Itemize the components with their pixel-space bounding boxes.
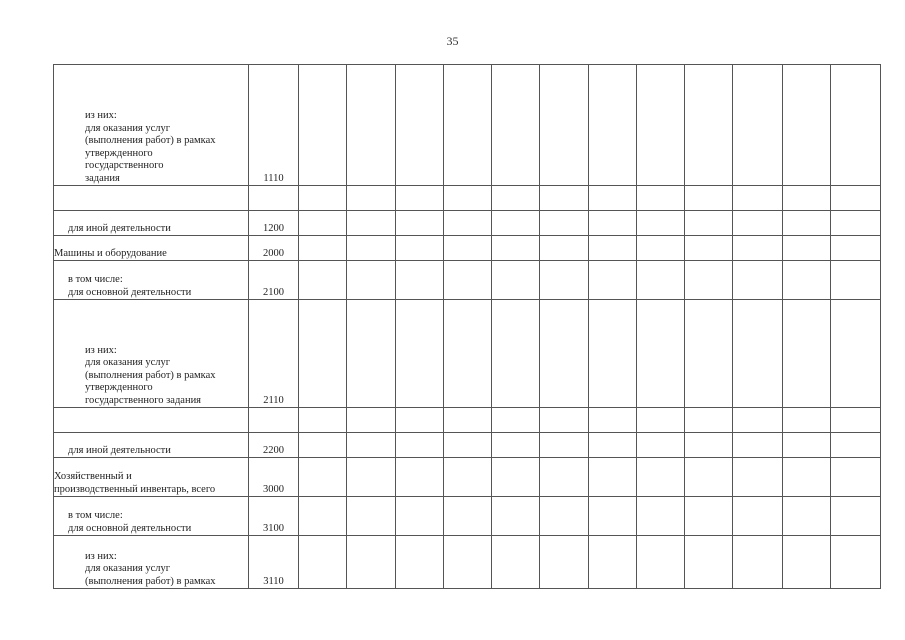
value-cell [492,458,540,497]
value-cell [783,458,831,497]
row-label [54,186,249,211]
value-cell [347,300,396,408]
value-cell [444,300,492,408]
value-cell [540,261,589,300]
value-cell [783,186,831,211]
row-label-line: (выполнения работ) в рамках [85,135,216,146]
value-cell [347,211,396,236]
value-cell [685,458,733,497]
value-cell [589,211,637,236]
value-cell [444,186,492,211]
row-code [249,408,299,433]
value-cell [444,497,492,536]
row-label [54,300,249,408]
row-code: 2000 [249,236,299,261]
value-cell [492,536,540,589]
value-cell [396,300,444,408]
row-label-line: для основной деятельности [68,286,192,298]
value-cell [492,408,540,433]
value-cell [444,536,492,589]
value-cell [492,300,540,408]
value-cell [396,433,444,458]
value-cell [396,458,444,497]
value-cell [492,433,540,458]
row-label-line: в том числе: [68,510,123,521]
value-cell [831,433,881,458]
row-label-line: для основной деятельности [68,522,192,534]
value-cell [299,536,347,589]
value-cell [444,236,492,261]
value-cell [347,261,396,300]
value-cell [444,261,492,300]
value-cell [589,300,637,408]
row-label-line: производственный инвентарь, всего [54,483,216,495]
row-label-line: Хозяйственный и [54,471,132,482]
row-label-line: для иной деятельности [68,222,171,234]
row-label-line: государственного [85,160,164,171]
value-cell [444,65,492,186]
value-cell [347,433,396,458]
value-cell [733,211,783,236]
value-cell [589,458,637,497]
value-cell [831,236,881,261]
value-cell [299,261,347,300]
value-cell [444,408,492,433]
row-label-line: в том числе: [68,274,123,285]
value-cell [444,433,492,458]
value-cell [444,211,492,236]
value-cell [396,186,444,211]
value-cell [783,408,831,433]
value-cell [396,408,444,433]
value-cell [299,497,347,536]
value-cell [492,261,540,300]
row-code: 1200 [249,211,299,236]
table-row [54,408,881,433]
row-label-line: задания [85,172,120,184]
value-cell [831,65,881,186]
row-label-line: из них: [85,550,117,562]
value-cell [637,186,685,211]
table-row [54,433,881,458]
row-label [54,261,249,300]
value-cell [299,186,347,211]
value-cell [540,300,589,408]
row-label [54,458,249,497]
row-code: 3000 [249,458,299,497]
value-cell [685,408,733,433]
row-code [249,186,299,211]
value-cell [685,536,733,589]
value-cell [685,211,733,236]
value-cell [783,536,831,589]
value-cell [783,497,831,536]
value-cell [492,211,540,236]
value-cell [831,300,881,408]
value-cell [589,408,637,433]
table-row [54,497,881,536]
value-cell [783,433,831,458]
value-cell [733,261,783,300]
table-row [54,236,881,261]
value-cell [540,186,589,211]
value-cell [733,186,783,211]
value-cell [540,408,589,433]
value-cell [299,300,347,408]
value-cell [396,497,444,536]
value-cell [831,211,881,236]
row-label-line: из них: [85,344,117,356]
row-label-line: утвержденного [85,147,153,159]
value-cell [685,65,733,186]
row-label-line: Машины и оборудование [54,247,167,259]
value-cell [733,300,783,408]
value-cell [299,433,347,458]
value-cell [347,458,396,497]
value-cell [685,186,733,211]
value-cell [299,408,347,433]
value-cell [733,236,783,261]
value-cell [492,236,540,261]
value-cell [733,433,783,458]
row-label-line: для оказания услуг [85,563,171,574]
row-label-line: государственного задания [85,394,202,406]
value-cell [783,236,831,261]
row-label-line: (выполнения работ) в рамках [85,575,216,587]
value-cell [299,458,347,497]
value-cell [831,408,881,433]
row-code: 1110 [249,65,299,186]
value-cell [347,536,396,589]
value-cell [637,408,685,433]
value-cell [589,236,637,261]
row-code: 3110 [249,536,299,589]
value-cell [347,186,396,211]
row-label-line: (выполнения работ) в рамках [85,369,216,381]
value-cell [831,497,881,536]
table-row [54,300,881,408]
value-cell [685,261,733,300]
value-cell [637,236,685,261]
row-code: 2100 [249,261,299,300]
value-cell [831,186,881,211]
value-cell [637,211,685,236]
value-cell [589,261,637,300]
value-cell [396,236,444,261]
value-cell [347,408,396,433]
page-number: 35 [446,34,459,48]
table-row [54,536,881,589]
value-cell [492,65,540,186]
row-label [54,236,249,261]
value-cell [347,497,396,536]
row-label [54,65,249,186]
asset-table [53,64,881,589]
value-cell [589,536,637,589]
row-label-line: для иной деятельности [68,444,171,456]
value-cell [540,433,589,458]
value-cell [733,65,783,186]
value-cell [540,65,589,186]
value-cell [637,497,685,536]
value-cell [589,433,637,458]
value-cell [831,536,881,589]
value-cell [733,458,783,497]
table-row [54,261,881,300]
value-cell [733,408,783,433]
value-cell [783,211,831,236]
value-cell [637,536,685,589]
value-cell [492,186,540,211]
row-label-line: из них: [85,110,117,121]
value-cell [299,236,347,261]
value-cell [783,261,831,300]
row-code: 2110 [249,300,299,408]
value-cell [589,65,637,186]
row-code: 2200 [249,433,299,458]
value-cell [444,458,492,497]
table-row [54,65,881,186]
row-label-line: для оказания услуг [85,357,171,368]
row-label [54,536,249,589]
value-cell [347,236,396,261]
row-label [54,211,249,236]
row-label-line: утвержденного [85,382,153,393]
value-cell [540,236,589,261]
row-code: 3100 [249,497,299,536]
value-cell [589,186,637,211]
value-cell [831,261,881,300]
value-cell [540,211,589,236]
value-cell [685,433,733,458]
value-cell [540,497,589,536]
row-label [54,408,249,433]
table-row [54,186,881,211]
value-cell [733,536,783,589]
value-cell [783,300,831,408]
value-cell [733,497,783,536]
value-cell [685,236,733,261]
value-cell [299,65,347,186]
value-cell [637,261,685,300]
value-cell [492,497,540,536]
value-cell [540,536,589,589]
value-cell [589,497,637,536]
value-cell [783,65,831,186]
table-row [54,458,881,497]
value-cell [347,65,396,186]
value-cell [299,211,347,236]
value-cell [637,433,685,458]
table-row [54,211,881,236]
row-label [54,433,249,458]
row-label [54,497,249,536]
value-cell [637,65,685,186]
value-cell [396,211,444,236]
value-cell [540,458,589,497]
value-cell [685,497,733,536]
row-label-line: для оказания услуг [85,122,171,134]
value-cell [831,458,881,497]
value-cell [685,300,733,408]
value-cell [396,261,444,300]
value-cell [637,300,685,408]
value-cell [396,65,444,186]
value-cell [396,536,444,589]
value-cell [637,458,685,497]
